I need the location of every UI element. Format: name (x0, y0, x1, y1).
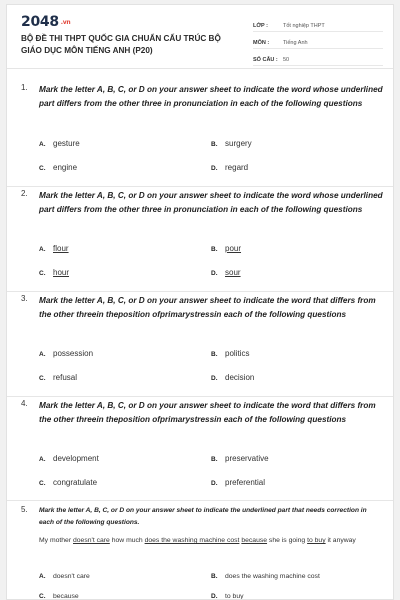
option-text: regard (225, 163, 249, 172)
meta-value: Tốt nghiệp THPT (283, 23, 325, 29)
option-letter: C. (39, 270, 46, 277)
underlined-part-b: does the washing machine cost (144, 537, 240, 544)
option-d[interactable] (211, 373, 254, 382)
exam-meta (253, 17, 383, 68)
meta-row-count (253, 51, 383, 66)
option-c[interactable] (39, 593, 79, 600)
option-letter: A. (39, 573, 46, 580)
question-prompt: Mark the letter A, B, C, or D on your answer sheet to indicate the word that differs from the other threein theposition ofprimarystressin each of the following questions (39, 296, 376, 319)
sentence-text: it anyway (325, 537, 356, 544)
option-text: decision (225, 373, 255, 382)
question-prompt: Mark the letter A, B, C, or D on your answer sheet to indicate the underlined part that needs correction in each of the following questions. (39, 507, 367, 526)
meta-label: SỐ CÂU : (253, 57, 278, 63)
option-text: possession (53, 349, 94, 358)
option-letter: A. (39, 246, 46, 253)
logo-suffix: .vn (60, 18, 71, 26)
option-letter: B. (211, 456, 218, 463)
option-text: flour (53, 244, 69, 253)
option-text: sour (225, 268, 241, 277)
meta-label: LỚP : (253, 23, 268, 29)
option-letter: A. (39, 351, 46, 358)
option-b[interactable] (211, 244, 241, 253)
option-d[interactable] (211, 593, 244, 600)
option-b[interactable] (211, 454, 269, 463)
option-a[interactable] (39, 244, 69, 253)
option-letter: B. (211, 141, 218, 148)
option-text: politics (225, 349, 250, 358)
logo-text: 2048 (21, 14, 59, 30)
option-letter: B. (211, 573, 218, 580)
meta-label: MÔN : (253, 40, 270, 46)
option-letter: D. (211, 165, 218, 172)
option-c[interactable] (39, 268, 69, 277)
underlined-part-a: doesn't care (73, 537, 110, 544)
option-letter: C. (39, 480, 46, 487)
site-logo[interactable] (21, 14, 70, 30)
option-letter: D. (211, 593, 218, 600)
question-divider (7, 291, 394, 292)
option-a[interactable] (39, 349, 93, 358)
option-text: engine (53, 163, 78, 172)
exam-sheet (6, 4, 394, 600)
option-text: hour (53, 268, 70, 277)
question-number: 1. (21, 83, 28, 92)
option-text: does the washing machine cost (225, 573, 320, 580)
option-c[interactable] (39, 478, 97, 487)
option-a[interactable] (39, 139, 80, 148)
question-number: 5. (21, 505, 28, 514)
question-number: 2. (21, 189, 28, 198)
option-text: to buy (225, 593, 244, 600)
option-letter: B. (211, 246, 218, 253)
question-4 (7, 399, 394, 499)
option-text: doesn't care (53, 573, 90, 580)
option-b[interactable] (211, 139, 252, 148)
option-text: preferential (225, 478, 266, 487)
question-number: 3. (21, 294, 28, 303)
option-d[interactable] (211, 268, 241, 277)
option-a[interactable] (39, 573, 90, 580)
option-b[interactable] (211, 349, 249, 358)
option-a[interactable] (39, 454, 99, 463)
question-1 (7, 83, 394, 183)
meta-row-subject (253, 34, 383, 49)
option-text: preservative (225, 454, 269, 463)
question-sentence (39, 535, 383, 547)
exam-title: BỘ ĐỀ THI THPT QUỐC GIA CHUẨN CẤU TRÚC BỘ GIÁO DỤC MÔN TIẾNG ANH (P20) (21, 34, 221, 55)
question-prompt: Mark the letter A, B, C, or D on your answer sheet to indicate the word whose underlined part differs from the other three in pronunciation in each of the following questions (39, 191, 383, 214)
question-5 (7, 505, 394, 600)
option-text: gesture (53, 139, 80, 148)
meta-value: 50 (283, 57, 290, 63)
sentence-text: she is going (267, 537, 308, 544)
option-letter: C. (39, 165, 46, 172)
option-text: refusal (53, 373, 78, 382)
option-d[interactable] (211, 163, 248, 172)
option-letter: D. (211, 270, 218, 277)
question-prompt: Mark the letter A, B, C, or D on your answer sheet to indicate the word that differs from the other threein theposition ofprimarystressin each of the following questions (39, 401, 376, 424)
sentence-text: how much (109, 537, 145, 544)
exam-header (7, 5, 394, 69)
question-divider (7, 186, 394, 187)
option-text: pour (225, 244, 242, 253)
question-3 (7, 294, 394, 394)
question-divider (7, 396, 394, 397)
sentence-text: My mother (39, 537, 73, 544)
option-text: because (53, 593, 79, 600)
underlined-part-c: because (241, 537, 268, 544)
question-2 (7, 189, 394, 289)
option-letter: A. (39, 141, 46, 148)
option-letter: D. (211, 480, 218, 487)
option-letter: A. (39, 456, 46, 463)
question-number: 4. (21, 399, 28, 408)
option-letter: D. (211, 375, 218, 382)
meta-row-class (253, 17, 383, 32)
meta-value: Tiếng Anh (283, 40, 308, 46)
question-prompt: Mark the letter A, B, C, or D on your answer sheet to indicate the word whose underlined part differs from the other three in pronunciation in each of the following questions (39, 85, 383, 108)
option-letter: B. (211, 351, 218, 358)
option-letter: C. (39, 593, 46, 600)
option-text: surgery (225, 139, 252, 148)
option-c[interactable] (39, 373, 77, 382)
question-divider (7, 500, 394, 501)
option-c[interactable] (39, 163, 77, 172)
option-text: congratulate (53, 478, 98, 487)
underlined-part-d: to buy (307, 537, 326, 544)
option-b[interactable] (211, 573, 320, 580)
option-text: development (53, 454, 99, 463)
option-d[interactable] (211, 478, 265, 487)
option-letter: C. (39, 375, 46, 382)
